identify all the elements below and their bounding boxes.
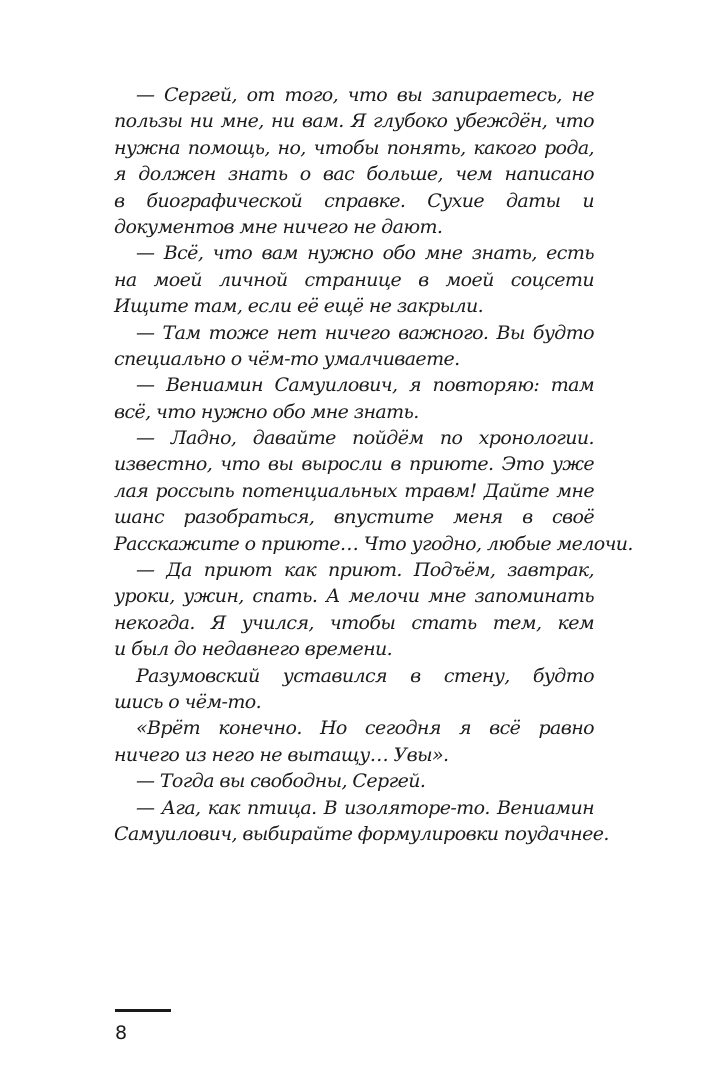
text-line: «Врёт конечно. Но сегодня я всё равно <box>136 717 594 740</box>
text-line: известно, что вы выросли в приюте. Это уже <box>114 453 594 476</box>
text-line: Разумовский уставился в стену, будто <box>136 664 594 687</box>
text-line: на моей личной странице в моей соцсети <box>114 268 594 291</box>
text-line: Самуилович, выбирайте формулировки поудачнее. <box>114 822 609 845</box>
text-line: шись о чём-то. <box>114 690 262 713</box>
text-line: — Ага, как птица. В изоляторе-то. Вениамин <box>136 796 594 819</box>
text-line: — Сергей, от того, что вы запираетесь, не <box>136 84 594 106</box>
text-line: специально о чём-то умалчиваете. <box>114 347 460 370</box>
text-line: нужна помощь, но, чтобы понять, какого рода, <box>114 136 594 159</box>
text-line: уроки, ужин, спать. А мелочи мне запоминать <box>114 585 594 608</box>
text-line: и был до недавнего времени. <box>114 638 393 661</box>
text-line: я должен знать о вас больше, чем написано <box>114 163 594 186</box>
text-line: — Ладно, давайте пойдём по хронологии. <box>136 427 594 450</box>
text-line: — Всё, что вам нужно обо мне знать, есть <box>136 242 594 265</box>
text-line: некогда. Я учился, чтобы стать тем, кем <box>114 611 594 634</box>
text-line: документов мне ничего не дают. <box>114 215 443 238</box>
text-line: лая россыпь потенциальных травм! Дайте мне <box>114 479 594 502</box>
body-text <box>114 82 633 847</box>
text-line: — Вениамин Самуилович, я повторяю: там <box>136 374 594 397</box>
text-line: пользы ни мне, ни вам. Я глубоко убеждён, что <box>114 110 594 133</box>
text-line: — Тогда вы свободны, Сергей. <box>136 770 426 793</box>
text-line: шанс разобраться, впустите меня в своё <box>114 506 594 529</box>
page-number: 8 <box>115 1022 128 1044</box>
text-line: всё, что нужно обо мне знать. <box>114 400 419 423</box>
text-line: Ищите там, если её ещё не закрыли. <box>114 295 484 318</box>
text-line: — Там тоже нет ничего важного. Вы будто <box>136 321 594 344</box>
text-line: — Да приют как приют. Подъём, завтрак, <box>136 559 594 582</box>
footer-rule <box>115 1009 171 1012</box>
text-line: ничего из него не вытащу… Увы». <box>114 743 449 766</box>
text-line: в биографической справке. Сухие даты и <box>114 189 594 212</box>
text-line: Расскажите о приюте… Что угодно, любые мелочи. <box>114 532 633 555</box>
